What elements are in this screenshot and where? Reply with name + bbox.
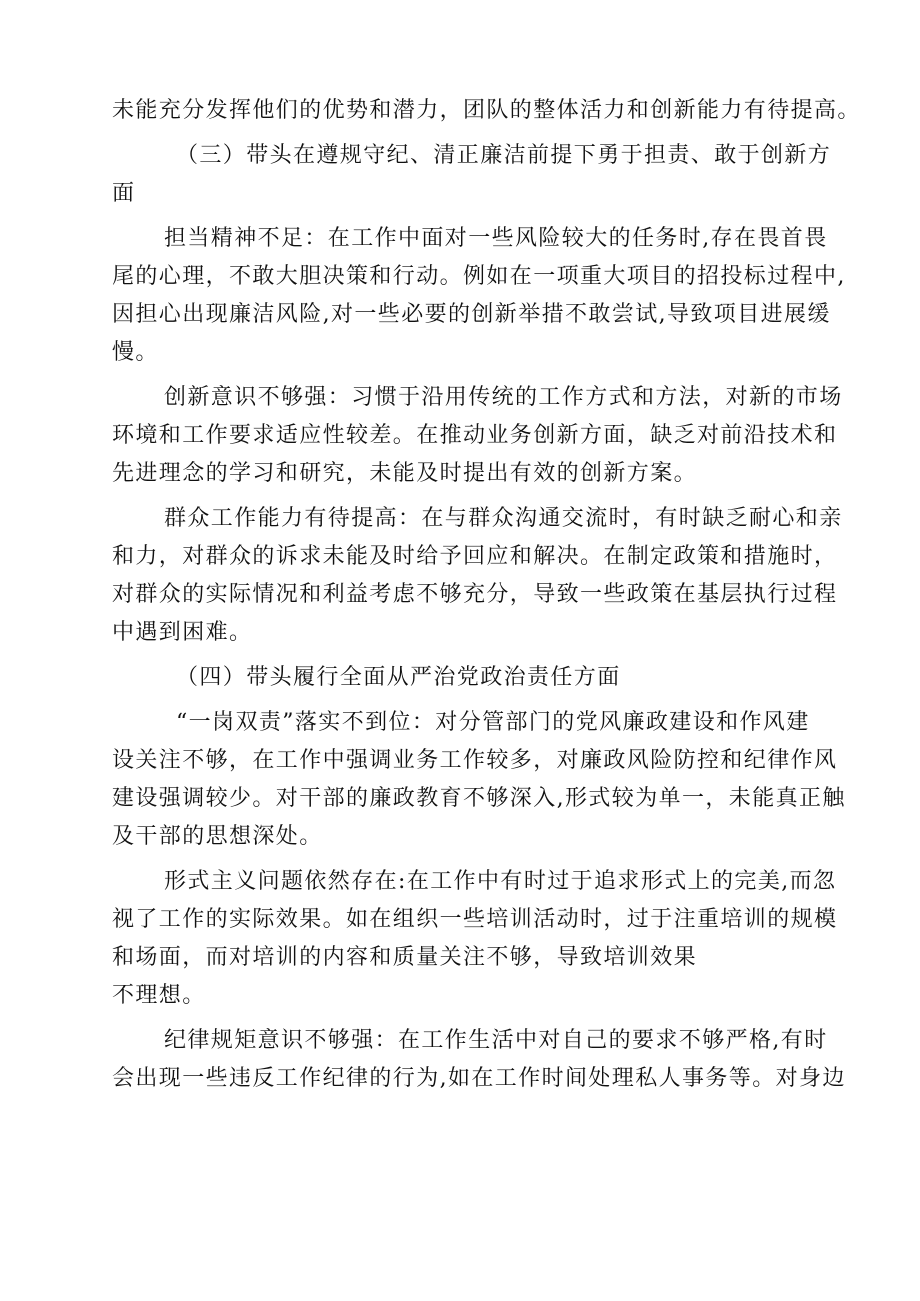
text-line: 会出现一些违反工作纪律的行为,如在工作时间处理私人事务等。对身边 [112, 1066, 846, 1091]
text-line: 慢。 [112, 340, 159, 365]
text-line: 尾的心理，不敢大胆决策和行动。例如在一项重大项目的招投标过程中, [112, 264, 846, 289]
text-line: 设关注不够，在工作中强调业务工作较多，对廉政风险防控和纪律作风 [112, 748, 838, 773]
paragraph-continued [112, 92, 861, 130]
text-line: 先进理念的学习和研究，未能及时提出有效的创新方案。 [112, 461, 698, 486]
paragraph-dual-duty [112, 704, 846, 856]
text-line: 创新意识不够强：习惯于沿用传统的工作方式和方法，对新的市场 [164, 385, 843, 410]
document-body [112, 92, 861, 1105]
paragraph-discipline [112, 1022, 846, 1098]
text-line: 及干部的思想深处。 [112, 824, 323, 849]
text-line: 形式主义问题依然存在:在工作中有时过于追求形式上的完美,而忽 [164, 869, 837, 894]
text-line: 建设强调较少。对干部的廉政教育不够深入,形式较为单一，未能真正触 [112, 786, 846, 811]
text-line: 和力，对群众的诉求未能及时给予回应和解决。在制定政策和措施时， [112, 544, 838, 569]
heading-line: （四）带头履行全面从严治党政治责任方面 [176, 665, 621, 690]
text-line: 对群众的实际情况和利益考虑不够充分，导致一些政策在基层执行过程 [112, 582, 838, 607]
text-line: 未能充分发挥他们的优势和潜力，团队的整体活力和创新能力有待提高。 [112, 98, 861, 123]
text-line: 群众工作能力有待提高：在与群众沟通交流时，有时缺乏耐心和亲 [164, 506, 843, 531]
text-line: 因担心出现廉洁风险,对一些必要的创新举措不敢尝试,导致项目进展缓 [112, 302, 831, 327]
text-line: 纪律规矩意识不够强：在工作生活中对自己的要求不够严格,有时 [164, 1028, 828, 1053]
text-line: “一岗双责”落实不到位：对分管部门的党风廉政建设和作风建 [176, 710, 810, 735]
text-line: 不理想。 [112, 983, 206, 1008]
section-heading-3 [112, 137, 834, 213]
paragraph-innovation [112, 379, 843, 493]
section-heading-4 [112, 659, 834, 697]
text-line: 环境和工作要求适应性较差。在推动业务创新方面，缺乏对前沿技术和 [112, 423, 838, 448]
text-line: 中遇到困难。 [112, 620, 253, 645]
text-line: 担当精神不足：在工作中面对一些风险较大的任务时,存在畏首畏 [164, 226, 828, 251]
heading-line: 面 [112, 181, 136, 206]
paragraph-mass-work [112, 500, 843, 652]
paragraph-responsibility [112, 220, 846, 372]
text-line: 和场面，而对培训的内容和质量关注不够，导致培训效果 [112, 945, 698, 970]
paragraph-formalism [112, 863, 838, 1015]
heading-line: （三）带头在遵规守纪、清正廉洁前提下勇于担责、敢于创新方 [176, 143, 832, 168]
text-line: 视了工作的实际效果。如在组织一些培训活动时，过于注重培训的规模 [112, 907, 838, 932]
